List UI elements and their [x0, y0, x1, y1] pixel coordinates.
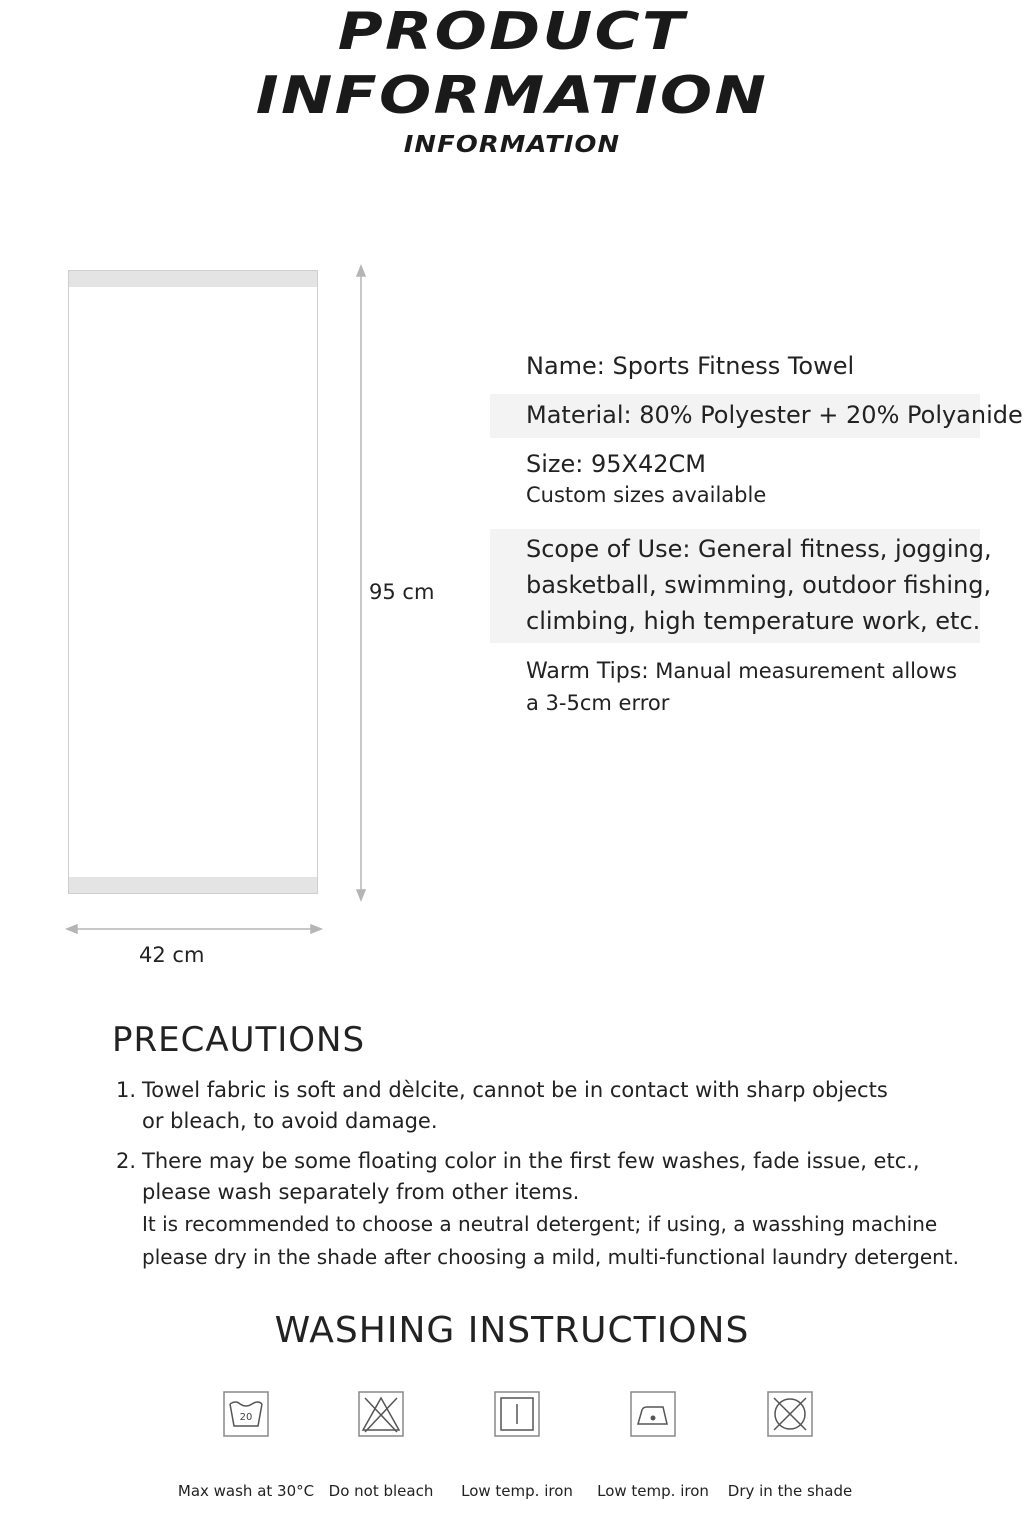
- spec-scope-line: basketball, swimming, outdoor fishing,: [526, 571, 992, 599]
- precaution-line: Towel fabric is soft and dèlcite, cannot be in contact with sharp objects: [142, 1078, 888, 1102]
- width-arrow: [67, 925, 321, 933]
- precaution-line: please wash separately from other items.: [142, 1180, 580, 1204]
- spec-material-text: Material: 80% Polyester + 20% Polyanide: [526, 401, 1023, 429]
- spec-warm-tips: [490, 655, 980, 721]
- washing-instructions-title: WASHING INSTRUCTIONS: [274, 1310, 750, 1351]
- width-dimension-label: 42 cm: [139, 943, 205, 967]
- title-line-2: INFORMATION: [255, 66, 769, 126]
- precaution-line: There may be some floating color in the first few washes, fade issue, etc.,: [142, 1149, 920, 1173]
- wash-label: Do not bleach: [328, 1482, 434, 1500]
- wash-label: Low temp. iron: [461, 1482, 573, 1500]
- spec-size: [490, 448, 980, 516]
- wash-item: [447, 1390, 587, 1500]
- wash-30-icon: [222, 1390, 270, 1438]
- spec-size-note: Custom sizes available: [526, 483, 767, 507]
- title-line-1: PRODUCT: [337, 2, 687, 62]
- warm-tips-label: Warm Tips:: [526, 659, 649, 684]
- dry-in-shade-icon: [766, 1390, 814, 1438]
- height-arrow: [357, 266, 365, 900]
- spec-material: [490, 394, 1023, 438]
- precaution-number: 1.: [116, 1078, 137, 1102]
- precautions-title: PRECAUTIONS: [112, 1020, 366, 1060]
- warm-tips-line-1: [526, 655, 980, 688]
- towel-illustration: [68, 270, 318, 894]
- iron-icon: [629, 1390, 677, 1438]
- warm-tips-text: Manual measurement allows: [648, 659, 957, 683]
- low-temp-iron-icon: [493, 1390, 541, 1438]
- spec-scope-line: Scope of Use: General fitness, jogging,: [526, 535, 992, 563]
- wash-label: Dry in the shade: [727, 1482, 853, 1500]
- no-bleach-icon: [357, 1390, 405, 1438]
- title-subtitle: INFORMATION: [403, 132, 621, 158]
- height-dimension-label: 95 cm: [369, 580, 435, 604]
- precaution-line: please dry in the shade after choosing a mild, multi-functional laundry detergent.: [142, 1245, 959, 1269]
- spec-name: [490, 350, 980, 386]
- spec-size-text: Size: 95X42CM: [526, 450, 706, 478]
- towel-bottom-band: [69, 877, 317, 893]
- wash-item: [720, 1390, 860, 1500]
- spec-scope: [490, 529, 992, 643]
- wash-label: Max wash at 30°C: [177, 1482, 315, 1500]
- wash-label: Low temp. iron: [597, 1482, 709, 1500]
- precaution-line: It is recommended to choose a neutral detergent; if using, a wasshing machine: [142, 1212, 938, 1236]
- spec-scope-line: climbing, high temperature work, etc.: [526, 607, 981, 635]
- wash-item: [176, 1390, 316, 1500]
- precaution-line: or bleach, to avoid damage.: [142, 1109, 438, 1133]
- wash-temp-badge: 20: [239, 1412, 253, 1423]
- warm-tips-line-2: a 3-5cm error: [526, 691, 670, 715]
- wash-item: [583, 1390, 723, 1500]
- towel-top-band: [69, 271, 317, 287]
- wash-item: [311, 1390, 451, 1500]
- spec-name-text: Name: Sports Fitness Towel: [526, 352, 855, 380]
- precaution-number: 2.: [116, 1149, 137, 1173]
